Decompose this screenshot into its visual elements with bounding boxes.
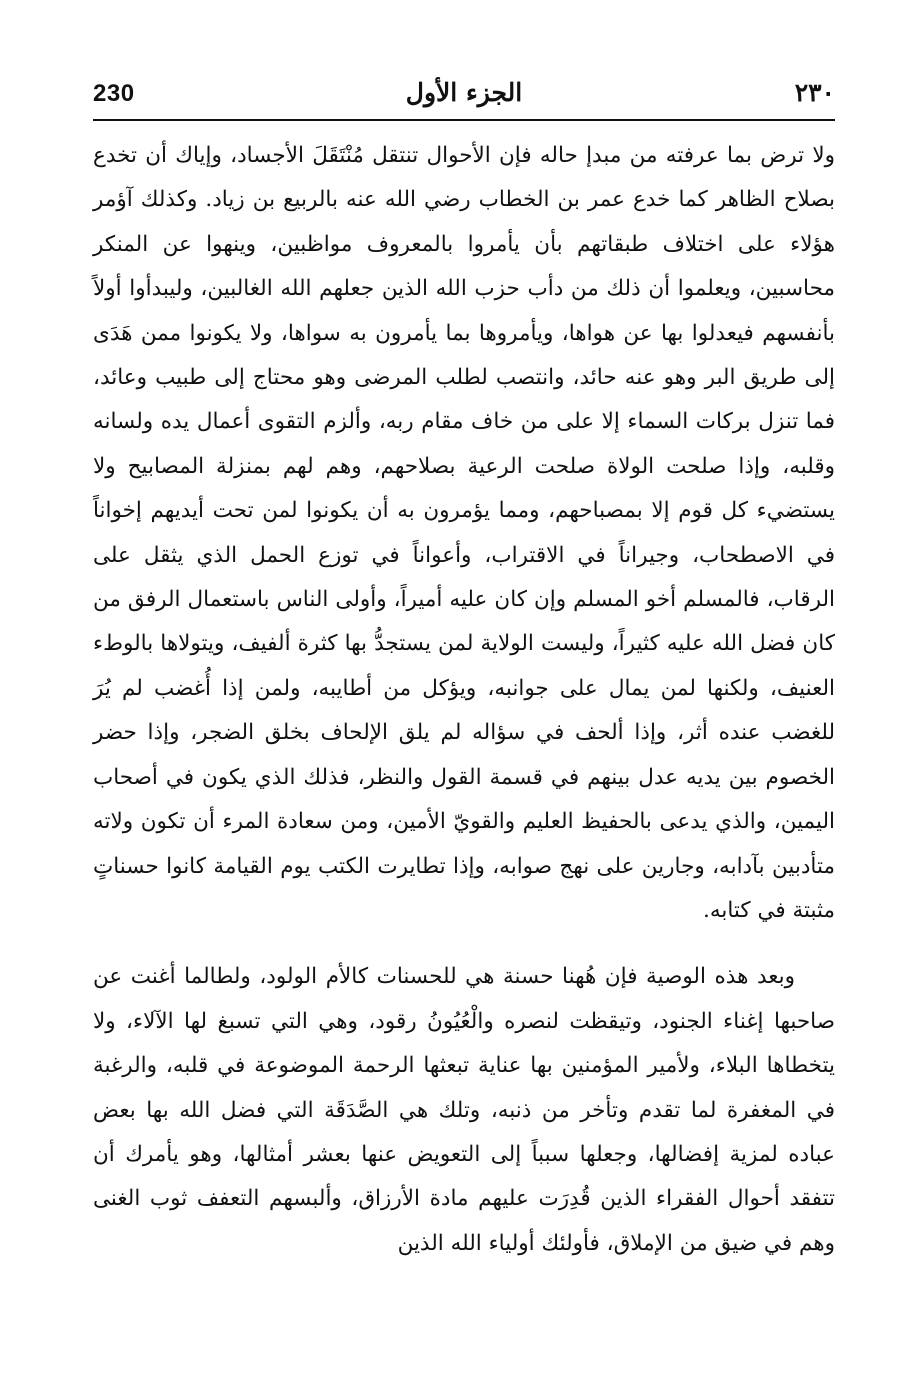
page-body xyxy=(93,134,835,1266)
page-number-arabic: ٢٣٠ xyxy=(794,78,835,107)
header-divider xyxy=(93,119,835,121)
running-title: الجزء الأول xyxy=(405,78,523,107)
page-header xyxy=(93,72,835,116)
paragraph-2: وبعد هذه الوصية فإن هُهنا حسنة هي للحسنات كالأم الولود، ولطالما أغنت عن صاحبها إغناء الجنود، وتيقظت لنصره والْعُيُونُ رقود، وهي التي تسبغ لها الآلاء، ولا يتخطاها البلاء، ولأمير المؤمنين بها عناية تبعثها الرحمة الموضوعة في قلبه، والرغبة في المغفرة لما تقدم وتأخر من ذنبه، وتلك هي الصَّدَقَة التي فضل الله بها بعض عباده لمزية إفضالها، وجعلها سبباً إلى التعويض عنها بعشر أمثالها، وهو يأمرك أن تتفقد أحوال الفقراء الذين قُدِرَت عليهم مادة الأرزاق، وألبسهم التعفف ثوب الغنى وهم في ضيق من الإملاق، فأولئك أولياء الله الذين xyxy=(93,964,835,1256)
page-number-latin: 230 xyxy=(93,80,135,107)
paragraph-1: ولا ترض بما عرفته من مبدإ حاله فإن الأحوال تنتقل مُنْتَقَلَ الأجساد، وإياك أن تخدع بصلاح الظاهر كما خدع عمر بن الخطاب رضي الله عنه بالربيع بن زياد. وكذلك آؤمر هؤلاء على اختلاف طبقاتهم بأن يأمروا بالمعروف مواظبين، وينهوا عن المنكر محاسبين، ويعلموا أن ذلك من دأب حزب الله الذين جعلهم الله الغالبين، وليبدأوا أولاً بأنفسهم فيعدلوا بها عن هواها، ويأمروها بما يأمرون به سواها، ولا يكونوا ممن هَدَى إلى طريق البر وهو عنه حائد، وانتصب لطلب المرضى وهو محتاج إلى طبيب وعائد، فما تنزل بركات السماء إلا على من خاف مقام ربه، وألزم التقوى أعمال يده ولسانه وقلبه، وإذا صلحت الولاة صلحت الرعية بصلاحهم، وهم لهم بمنزلة المصابيح ولا يستضيء كل قوم إلا بمصباحهم، ومما يؤمرون به أن يكونوا لمن تحت أيديهم إخواناً في الاصطحاب، وجيراناً في الاقتراب، وأعواناً في توزع الحمل الذي يثقل على الرقاب، فالمسلم أخو المسلم وإن كان عليه أميراً، وأولى الناس باستعمال الرفق من كان فضل الله عليه كثيراً، وليست الولاية لمن يستجدُّ بها كثرة ألفيف، ويتولاها بالوطء العنيف، ولكنها لمن يمال على جوانبه، ويؤكل من أطايبه، ولمن إذا أُغضب لم يُرَ للغضب عنده أثر، وإذا ألحف في سؤاله لم يلق الإلحاف بخلق الضجر، وإذا حضر الخصوم بين يديه عدل بينهم في قسمة القول والنظر، فذلك الذي يكون في أصحاب اليمين، والذي يدعى بالحفيظ العليم والقويّ الأمين، ومن سعادة المرء أن تكون ولاته متأدبين بآدابه، وجارين على نهج صوابه، وإذا تطايرت الكتب يوم القيامة كانوا حسناتٍ مثبتة في كتابه. xyxy=(93,143,835,923)
